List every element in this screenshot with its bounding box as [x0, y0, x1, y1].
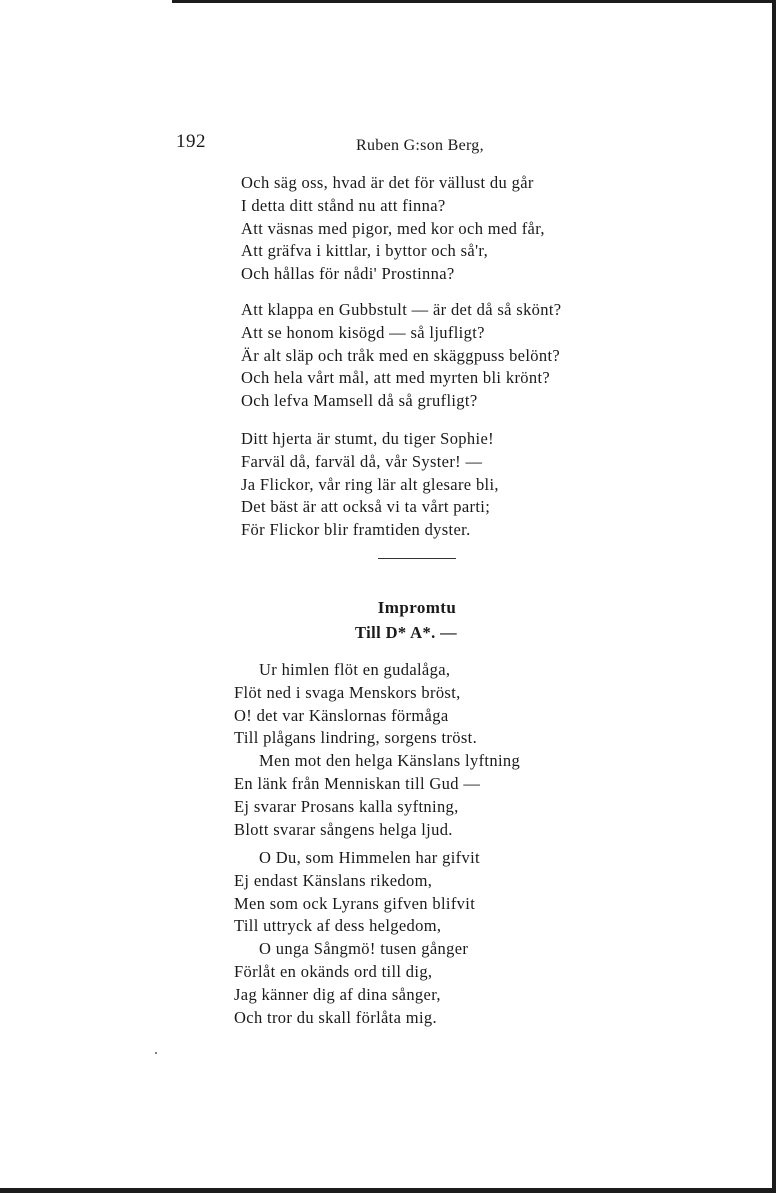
verse-line: Det bäst är att också vi ta vårt parti;: [241, 497, 491, 517]
verse-line: Att klappa en Gubbstult — är det då så skönt?: [241, 300, 562, 319]
section-divider: [378, 558, 456, 559]
verse-line: Men mot den helga Känslans lyftning: [259, 751, 521, 771]
verse-line: I detta ditt stånd nu att finna?: [241, 195, 446, 215]
verse-line: För Flickor blir framtiden dyster.: [241, 520, 471, 540]
poem-title: Impromtu: [377, 598, 457, 617]
page-number: 192: [176, 131, 206, 152]
verse-line: Ur himlen flöt en gudalåga,: [259, 660, 451, 679]
poem1-stanza-3: [241, 428, 499, 542]
verse-line: Till plågans lindring, sorgens tröst.: [234, 728, 478, 748]
verse-line: Farväl då, farväl då, vår Syster! —: [241, 451, 483, 471]
verse-line: O! det var Känslornas förmåga: [234, 705, 449, 725]
verse-line: Och säg oss, hvad är det för vällust du går: [241, 173, 534, 192]
scan-speck: [155, 1052, 157, 1054]
verse-line: Ditt hjerta är stumt, du tiger Sophie!: [241, 429, 494, 448]
running-head: Ruben G:son Berg,: [356, 137, 484, 154]
verse-line: Till uttryck af dess helgedom,: [234, 916, 442, 936]
verse-line: Och hållas för nådi' Prostinna?: [241, 264, 455, 284]
verse-line: Förlåt en okänds ord till dig,: [234, 961, 433, 981]
poem2-stanza-2: [234, 847, 480, 1029]
verse-line: Ej svarar Prosans kalla syftning,: [234, 796, 459, 816]
verse-line: Att väsnas med pigor, med kor och med får,: [241, 218, 545, 238]
verse-line: En länk från Menniskan till Gud —: [234, 773, 481, 793]
verse-line: Ej endast Känslans rikedom,: [234, 870, 433, 890]
poem-dedication: Till D* A*. —: [355, 623, 458, 642]
poem1-stanza-1: [241, 172, 545, 286]
scan-border-right: [772, 0, 776, 1193]
verse-line: O Du, som Himmelen har gifvit: [259, 848, 480, 867]
verse-line: O unga Sångmö! tusen gånger: [259, 939, 469, 959]
verse-line: Blott svarar sångens helga ljud.: [234, 819, 453, 839]
scan-border-top: [172, 0, 776, 3]
scan-border-bottom: [0, 1188, 776, 1193]
verse-line: Och tror du skall förlåta mig.: [234, 1007, 437, 1027]
verse-line: Och lefva Mamsell då så grufligt?: [241, 391, 478, 411]
verse-line: Men som ock Lyrans gifven blifvit: [234, 893, 476, 913]
verse-line: Är alt släp och tråk med en skäggpuss belönt?: [241, 345, 561, 365]
verse-line: Och hela vårt mål, att med myrten bli krönt?: [241, 368, 551, 388]
poem1-stanza-2: [241, 299, 561, 413]
verse-line: Ja Flickor, vår ring lär alt glesare bli,: [241, 474, 499, 494]
verse-line: Att gräfva i kittlar, i byttor och så'r,: [241, 241, 489, 261]
verse-line: Jag känner dig af dina sånger,: [234, 984, 441, 1004]
verse-line: Att se honom kisögd — så ljufligt?: [241, 322, 485, 342]
poem2-stanza-1: [234, 659, 520, 841]
verse-line: Flöt ned i svaga Menskors bröst,: [234, 682, 461, 702]
